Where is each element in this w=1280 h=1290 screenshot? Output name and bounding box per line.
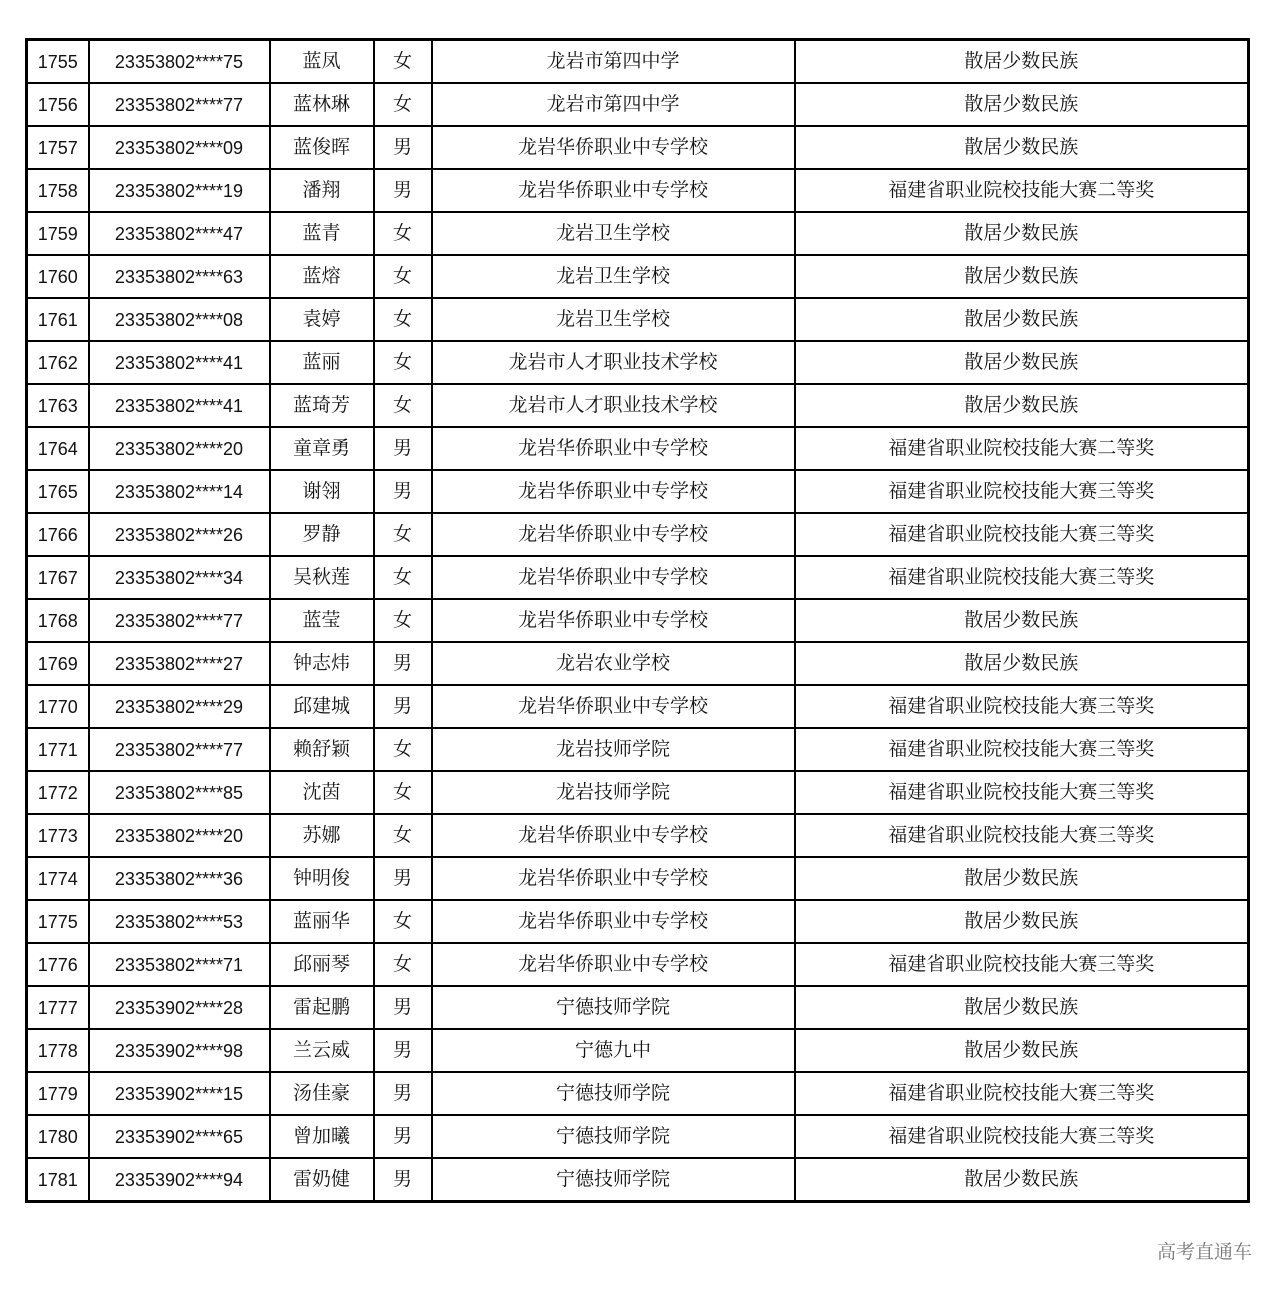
school-cell: 龙岩华侨职业中专学校	[432, 470, 795, 513]
table-row	[27, 384, 1249, 427]
table-row	[27, 728, 1249, 771]
gender-cell: 女	[374, 814, 432, 857]
name-cell: 蓝青	[270, 212, 374, 255]
school-cell: 龙岩华侨职业中专学校	[432, 685, 795, 728]
category-cell: 散居少数民族	[795, 212, 1249, 255]
seq-cell: 1774	[27, 857, 89, 900]
table-row	[27, 642, 1249, 685]
gender-cell: 女	[374, 771, 432, 814]
table-row	[27, 470, 1249, 513]
school-cell: 龙岩华侨职业中专学校	[432, 126, 795, 169]
seq-cell: 1765	[27, 470, 89, 513]
gender-cell: 女	[374, 298, 432, 341]
seq-cell: 1772	[27, 771, 89, 814]
school-cell: 宁德九中	[432, 1029, 795, 1072]
exam-id-cell: 23353802****63	[89, 255, 270, 298]
table-row	[27, 40, 1249, 84]
table-row	[27, 341, 1249, 384]
exam-id-cell: 23353802****77	[89, 599, 270, 642]
roster-body	[27, 40, 1249, 1202]
seq-cell: 1778	[27, 1029, 89, 1072]
table-row	[27, 857, 1249, 900]
exam-id-cell: 23353902****15	[89, 1072, 270, 1115]
name-cell: 钟志炜	[270, 642, 374, 685]
school-cell: 宁德技师学院	[432, 1158, 795, 1202]
name-cell: 蓝丽华	[270, 900, 374, 943]
category-cell: 福建省职业院校技能大赛三等奖	[795, 1072, 1249, 1115]
table-row	[27, 685, 1249, 728]
seq-cell: 1756	[27, 83, 89, 126]
name-cell: 谢翎	[270, 470, 374, 513]
school-cell: 龙岩市第四中学	[432, 83, 795, 126]
name-cell: 曾加曦	[270, 1115, 374, 1158]
gender-cell: 女	[374, 599, 432, 642]
seq-cell: 1763	[27, 384, 89, 427]
name-cell: 赖舒颖	[270, 728, 374, 771]
seq-cell: 1770	[27, 685, 89, 728]
gender-cell: 女	[374, 556, 432, 599]
category-cell: 散居少数民族	[795, 298, 1249, 341]
category-cell: 福建省职业院校技能大赛三等奖	[795, 728, 1249, 771]
seq-cell: 1781	[27, 1158, 89, 1202]
category-cell: 福建省职业院校技能大赛二等奖	[795, 169, 1249, 212]
exam-id-cell: 23353802****26	[89, 513, 270, 556]
school-cell: 龙岩华侨职业中专学校	[432, 814, 795, 857]
table-row	[27, 986, 1249, 1029]
table-row	[27, 1115, 1249, 1158]
gender-cell: 男	[374, 1158, 432, 1202]
gender-cell: 女	[374, 900, 432, 943]
category-cell: 散居少数民族	[795, 384, 1249, 427]
table-row	[27, 1029, 1249, 1072]
table-row	[27, 126, 1249, 169]
exam-id-cell: 23353902****65	[89, 1115, 270, 1158]
category-cell: 福建省职业院校技能大赛三等奖	[795, 470, 1249, 513]
gender-cell: 女	[374, 384, 432, 427]
exam-id-cell: 23353802****29	[89, 685, 270, 728]
name-cell: 潘翔	[270, 169, 374, 212]
gender-cell: 女	[374, 83, 432, 126]
gender-cell: 女	[374, 255, 432, 298]
name-cell: 罗静	[270, 513, 374, 556]
table-row	[27, 943, 1249, 986]
name-cell: 童章勇	[270, 427, 374, 470]
school-cell: 龙岩华侨职业中专学校	[432, 169, 795, 212]
gender-cell: 女	[374, 513, 432, 556]
name-cell: 沈茵	[270, 771, 374, 814]
exam-id-cell: 23353802****77	[89, 728, 270, 771]
exam-id-cell: 23353802****14	[89, 470, 270, 513]
gender-cell: 男	[374, 126, 432, 169]
gender-cell: 男	[374, 169, 432, 212]
table-row	[27, 169, 1249, 212]
seq-cell: 1776	[27, 943, 89, 986]
exam-id-cell: 23353802****36	[89, 857, 270, 900]
table-row	[27, 255, 1249, 298]
exam-id-cell: 23353802****75	[89, 40, 270, 84]
exam-id-cell: 23353802****77	[89, 83, 270, 126]
school-cell: 龙岩华侨职业中专学校	[432, 513, 795, 556]
category-cell: 散居少数民族	[795, 642, 1249, 685]
school-cell: 龙岩卫生学校	[432, 298, 795, 341]
table-row	[27, 298, 1249, 341]
gender-cell: 男	[374, 427, 432, 470]
school-cell: 龙岩华侨职业中专学校	[432, 943, 795, 986]
school-cell: 龙岩华侨职业中专学校	[432, 599, 795, 642]
school-cell: 龙岩华侨职业中专学校	[432, 556, 795, 599]
category-cell: 散居少数民族	[795, 857, 1249, 900]
seq-cell: 1766	[27, 513, 89, 556]
gender-cell: 男	[374, 1072, 432, 1115]
table-row	[27, 599, 1249, 642]
category-cell: 福建省职业院校技能大赛三等奖	[795, 943, 1249, 986]
name-cell: 钟明俊	[270, 857, 374, 900]
seq-cell: 1769	[27, 642, 89, 685]
name-cell: 蓝凤	[270, 40, 374, 84]
seq-cell: 1757	[27, 126, 89, 169]
watermark-text: 高考直通车	[1156, 1241, 1252, 1263]
seq-cell: 1761	[27, 298, 89, 341]
name-cell: 邱丽琴	[270, 943, 374, 986]
table-row	[27, 1158, 1249, 1202]
exam-id-cell: 23353902****94	[89, 1158, 270, 1202]
school-cell: 龙岩市人才职业技术学校	[432, 384, 795, 427]
table-row	[27, 556, 1249, 599]
name-cell: 蓝丽	[270, 341, 374, 384]
school-cell: 宁德技师学院	[432, 1115, 795, 1158]
exam-id-cell: 23353802****34	[89, 556, 270, 599]
school-cell: 宁德技师学院	[432, 986, 795, 1029]
name-cell: 蓝林琳	[270, 83, 374, 126]
gender-cell: 女	[374, 212, 432, 255]
gender-cell: 男	[374, 1115, 432, 1158]
table-row	[27, 212, 1249, 255]
category-cell: 散居少数民族	[795, 1029, 1249, 1072]
name-cell: 苏娜	[270, 814, 374, 857]
category-cell: 福建省职业院校技能大赛三等奖	[795, 685, 1249, 728]
table-row	[27, 1072, 1249, 1115]
school-cell: 龙岩华侨职业中专学校	[432, 900, 795, 943]
gender-cell: 男	[374, 685, 432, 728]
school-cell: 龙岩华侨职业中专学校	[432, 857, 795, 900]
category-cell: 散居少数民族	[795, 599, 1249, 642]
gender-cell: 男	[374, 1029, 432, 1072]
seq-cell: 1779	[27, 1072, 89, 1115]
category-cell: 散居少数民族	[795, 83, 1249, 126]
seq-cell: 1762	[27, 341, 89, 384]
gender-cell: 男	[374, 470, 432, 513]
school-cell: 龙岩农业学校	[432, 642, 795, 685]
table-row	[27, 814, 1249, 857]
school-cell: 龙岩卫生学校	[432, 255, 795, 298]
table-row	[27, 83, 1249, 126]
name-cell: 蓝熔	[270, 255, 374, 298]
school-cell: 龙岩技师学院	[432, 771, 795, 814]
exam-id-cell: 23353802****08	[89, 298, 270, 341]
name-cell: 蓝俊晖	[270, 126, 374, 169]
seq-cell: 1777	[27, 986, 89, 1029]
gender-cell: 男	[374, 857, 432, 900]
name-cell: 汤佳豪	[270, 1072, 374, 1115]
category-cell: 散居少数民族	[795, 40, 1249, 84]
category-cell: 散居少数民族	[795, 341, 1249, 384]
name-cell: 蓝莹	[270, 599, 374, 642]
category-cell: 散居少数民族	[795, 900, 1249, 943]
category-cell: 福建省职业院校技能大赛三等奖	[795, 771, 1249, 814]
table-row	[27, 513, 1249, 556]
seq-cell: 1780	[27, 1115, 89, 1158]
exam-id-cell: 23353902****98	[89, 1029, 270, 1072]
exam-id-cell: 23353802****53	[89, 900, 270, 943]
seq-cell: 1775	[27, 900, 89, 943]
category-cell: 福建省职业院校技能大赛三等奖	[795, 1115, 1249, 1158]
table-row	[27, 427, 1249, 470]
category-cell: 散居少数民族	[795, 255, 1249, 298]
table-row	[27, 900, 1249, 943]
name-cell: 邱建城	[270, 685, 374, 728]
exam-id-cell: 23353802****09	[89, 126, 270, 169]
seq-cell: 1767	[27, 556, 89, 599]
gender-cell: 女	[374, 728, 432, 771]
name-cell: 雷奶健	[270, 1158, 374, 1202]
exam-id-cell: 23353802****41	[89, 384, 270, 427]
exam-id-cell: 23353802****85	[89, 771, 270, 814]
seq-cell: 1771	[27, 728, 89, 771]
roster-table	[25, 38, 1250, 1203]
gender-cell: 女	[374, 40, 432, 84]
name-cell: 蓝琦芳	[270, 384, 374, 427]
category-cell: 散居少数民族	[795, 126, 1249, 169]
seq-cell: 1773	[27, 814, 89, 857]
school-cell: 龙岩技师学院	[432, 728, 795, 771]
exam-id-cell: 23353902****28	[89, 986, 270, 1029]
exam-id-cell: 23353802****20	[89, 814, 270, 857]
exam-id-cell: 23353802****71	[89, 943, 270, 986]
seq-cell: 1760	[27, 255, 89, 298]
exam-id-cell: 23353802****19	[89, 169, 270, 212]
school-cell: 龙岩市第四中学	[432, 40, 795, 84]
seq-cell: 1755	[27, 40, 89, 84]
category-cell: 福建省职业院校技能大赛三等奖	[795, 814, 1249, 857]
gender-cell: 女	[374, 943, 432, 986]
exam-id-cell: 23353802****27	[89, 642, 270, 685]
school-cell: 龙岩卫生学校	[432, 212, 795, 255]
school-cell: 龙岩华侨职业中专学校	[432, 427, 795, 470]
name-cell: 吴秋莲	[270, 556, 374, 599]
name-cell: 兰云威	[270, 1029, 374, 1072]
name-cell: 袁婷	[270, 298, 374, 341]
gender-cell: 男	[374, 642, 432, 685]
school-cell: 龙岩市人才职业技术学校	[432, 341, 795, 384]
seq-cell: 1768	[27, 599, 89, 642]
seq-cell: 1764	[27, 427, 89, 470]
category-cell: 散居少数民族	[795, 986, 1249, 1029]
category-cell: 福建省职业院校技能大赛三等奖	[795, 513, 1249, 556]
seq-cell: 1759	[27, 212, 89, 255]
seq-cell: 1758	[27, 169, 89, 212]
exam-id-cell: 23353802****41	[89, 341, 270, 384]
category-cell: 福建省职业院校技能大赛二等奖	[795, 427, 1249, 470]
gender-cell: 女	[374, 341, 432, 384]
exam-id-cell: 23353802****20	[89, 427, 270, 470]
exam-id-cell: 23353802****47	[89, 212, 270, 255]
category-cell: 散居少数民族	[795, 1158, 1249, 1202]
category-cell: 福建省职业院校技能大赛三等奖	[795, 556, 1249, 599]
table-row	[27, 771, 1249, 814]
school-cell: 宁德技师学院	[432, 1072, 795, 1115]
gender-cell: 男	[374, 986, 432, 1029]
name-cell: 雷起鹏	[270, 986, 374, 1029]
